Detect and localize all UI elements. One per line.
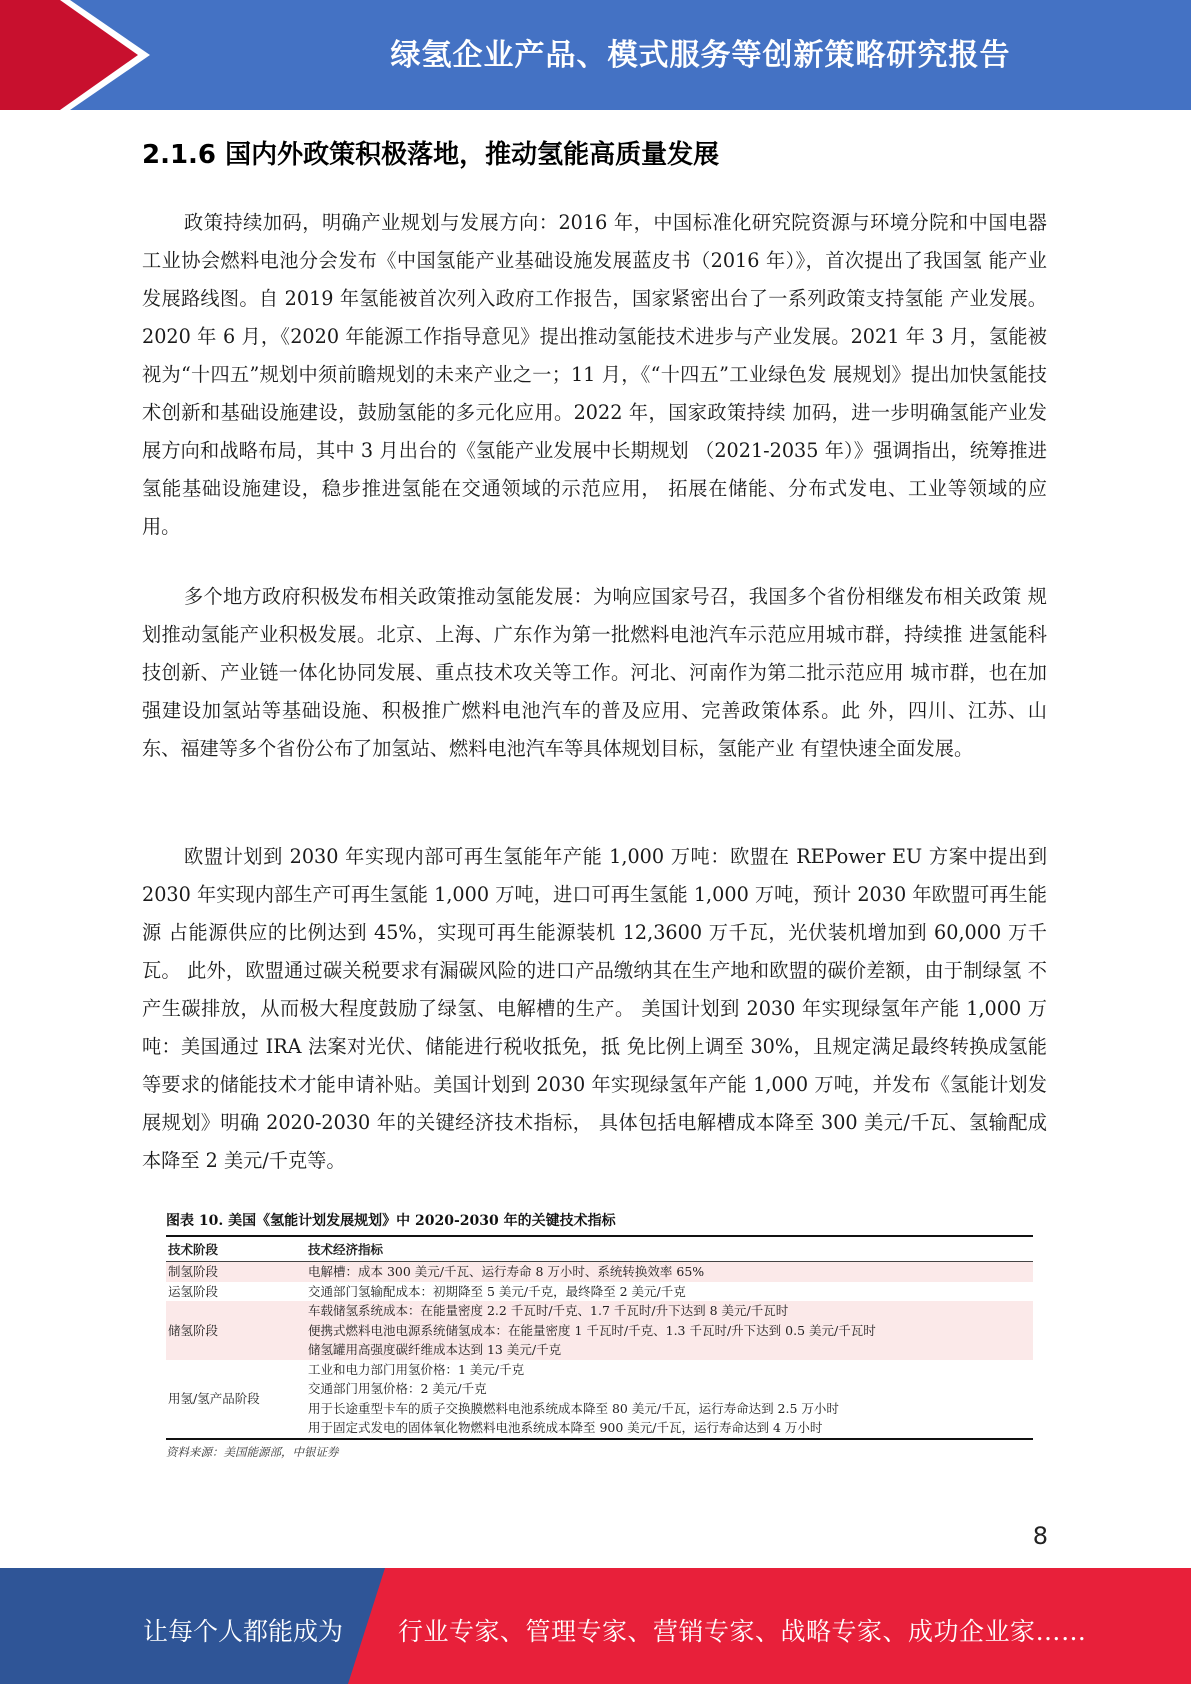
paragraph-eu-us: 欧盟计划到 2030 年实现内部可再生氢能年产能 1,000 万吨：欧盟在 REPower EU 方案中提出到 2030 年实现内部生产可再生氢能 1,000 万吨，进口可再生氢能 1,000 万吨，预计 2030 年欧盟可再生能源 占能源供应的比例达到 45%，实现可再生能源装机 12,3600 万千瓦，光伏装机增加到 60,000 万千瓦。 此外，欧盟通过碳关税要求有漏碳风险的进口产品缴纳其在生产地和欧盟的碳价差额，由于制绿氢 不产生碳排放，从而极大程度鼓励了绿氢、电解槽的生产。 美国计划到 2030 年实现绿氢年产能 1,000 万吨：美国通过 IRA 法案对光伏、储能进行税收抵免，抵 免比例上调至 30%，且规定满足最终转换成氢能等要求的储能技术才能申请补贴。美国计划到 2030 年实现绿氢年产能 1,000 万吨，并发布《氢能计划发展规划》明确 2020-2030 年的关键经济技术指标， 具体包括电解槽成本降至 300 美元/千瓦、氢输配成本降至 2 美元/千克等。	[142, 845, 1047, 1172]
indicator-line: 用于长途重型卡车的质子交换膜燃料电池系统成本降至 80 美元/千瓦，运行寿命达到 2.5 万小时	[308, 1400, 839, 1416]
table-row	[166, 1360, 1033, 1438]
indicator-line: 交通部门用氢价格：2 美元/千克	[308, 1381, 487, 1396]
table-figure	[166, 1209, 1033, 1460]
table-source: 资料来源：美国能源部，中银证券	[166, 1444, 339, 1459]
indicator-cell	[306, 1301, 1033, 1360]
indicator-line: 工业和电力部门用氢价格：1 美元/千克	[308, 1361, 525, 1377]
table-header-row	[166, 1237, 1033, 1262]
stage-cell: 制氢阶段	[166, 1262, 306, 1282]
report-title: 绿氢企业产品、模式服务等创新策略研究报告	[390, 38, 1011, 73]
indicator-line: 便携式燃料电池电源系统储氢成本：在能量密度 1 千瓦时/千克、1.3 千瓦时/升下达到 0.5 美元/千瓦时	[308, 1322, 876, 1338]
stage-cell: 储氢阶段	[166, 1301, 306, 1360]
table-caption: 图表 10. 美国《氢能计划发展规划》中 2020-2030 年的关键技术指标	[166, 1213, 616, 1229]
indicator-line: 电解槽：成本 300 美元/千瓦、运行寿命 8 万小时、系统转换效率 65%	[308, 1264, 705, 1279]
stage-cell: 用氢/氢产品阶段	[168, 1390, 260, 1406]
table-bottom-rule	[166, 1438, 1033, 1440]
column-header-indicators: 技术经济指标	[306, 1237, 1033, 1262]
page-number: 8	[1032, 1522, 1048, 1550]
section-heading: 2.1.6 国内外政策积极落地，推动氢能高质量发展	[142, 140, 720, 170]
column-header-stage: 技术阶段	[166, 1237, 306, 1262]
indicator-cell	[306, 1282, 1033, 1302]
indicator-cell	[306, 1262, 1033, 1282]
header-arrow-decoration	[0, 0, 150, 110]
footer-slogan-left: 让每个人都能成为	[143, 1617, 344, 1646]
indicator-line: 交通部门氢输配成本：初期降至 5 美元/千克，最终降至 2 美元/千克	[308, 1283, 686, 1299]
indicator-line: 车载储氢系统成本：在能量密度 2.2 千瓦时/千克、1.7 千瓦时/升下达到 8 美元/千瓦时	[308, 1303, 789, 1318]
indicator-line: 储氢罐用高强度碳纤维成本达到 13 美元/千克	[308, 1342, 562, 1357]
indicator-table	[166, 1237, 1033, 1438]
table-row	[166, 1262, 1033, 1282]
stage-cell: 运氢阶段	[168, 1283, 219, 1299]
footer-slogan-right: 行业专家、管理专家、营销专家、战略专家、成功企业家……	[398, 1617, 1087, 1646]
paragraph-policy: 政策持续加码，明确产业规划与发展方向：2016 年，中国标准化研究院资源与环境分院和中国电器 工业协会燃料电池分会发布《中国氢能产业基础设施发展蓝皮书（2016 年）》，首次提出了我国氢 能产业发展路线图。自 2019 年氢能被首次列入政府工作报告，国家紧密出台了一系列政策支持氢能 产业发展。2020 年 6 月，《2020 年能源工作指导意见》提出推动氢能技术进步与产业发展。2021 年 3 月，氢能被视为“十四五”规划中须前瞻规划的未来产业之一；11 月，《“十四五”工业绿色发 展规划》提出加快氢能技术创新和基础设施建设，鼓励氢能的多元化应用。2022 年，国家政策持续 加码，进一步明确氢能产业发展方向和战略布局，其中 3 月出台的《氢能产业发展中长期规划 （2021-2035 年）》强调指出，统筹推进氢能基础设施建设，稳步推进氢能在交通领域的示范应用， 拓展在储能、分布式发电、工业等领域的应用。	[142, 211, 1047, 538]
paragraph-local-government: 多个地方政府积极发布相关政策推动氢能发展：为响应国家号召，我国多个省份相继发布相关政策 规划推动氢能产业积极发展。北京、上海、广东作为第一批燃料电池汽车示范应用城市群，持续推 进氢能科技创新、产业链一体化协同发展、重点技术攻关等工作。河北、河南作为第二批示范应用 城市群，也在加强建设加氢站等基础设施、积极推广燃料电池汽车的普及应用、完善政策体系。此 外，四川、江苏、山东、福建等多个省份公布了加氢站、燃料电池汽车等具体规划目标，氢能产业 有望快速全面发展。	[142, 585, 1047, 760]
indicator-cell	[306, 1360, 1033, 1438]
page-header	[0, 0, 1191, 110]
indicator-line: 用于固定式发电的固体氧化物燃料电池系统成本降至 900 美元/千瓦，运行寿命达到 4 万小时	[308, 1420, 823, 1435]
table-row	[166, 1282, 1033, 1302]
table-row	[166, 1301, 1033, 1360]
page-footer	[0, 1568, 1191, 1684]
